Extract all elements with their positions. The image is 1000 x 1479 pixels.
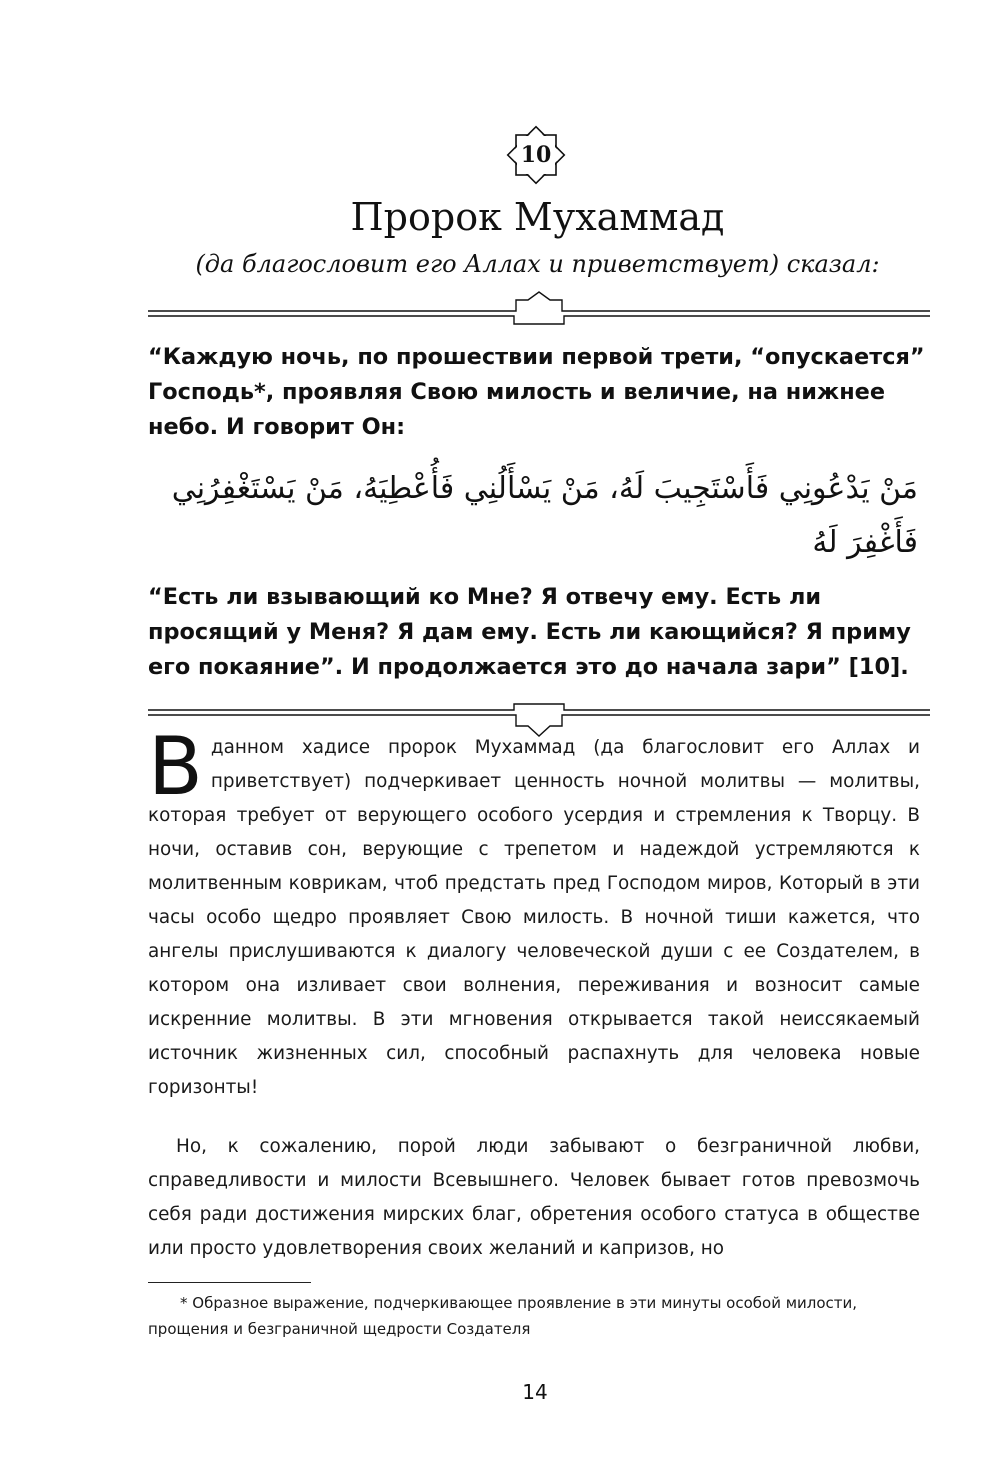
chapter-subtitle: (да благословит его Аллах и приветствует) сказал: — [195, 250, 880, 278]
footnote: * Образное выражение, подчеркивающее проявление в эти минуты особой милости, прощения и безграничной щедрости Создателя — [148, 1294, 858, 1338]
body-paragraph-1-text: данном хадисе пророк Мухаммад (да благословит его Аллах и приветствует) подчеркивает ценность ночной молитвы — молитвы, которая требует от верующего особого усердия и стремления к Творцу. В ночи, оставив сон, верующие с трепетом и надеждой устремляются к молитвенным коврикам, чтоб предстать пред Господом миров, Который в эти часы особо щедро проявляет Свою милость. В ночной тиши кажется, что ангелы прислушиваются к диалогу человеческой души с ее Создателем, в котором она изливает свои волнения, переживания и возносит самые искренние молитвы. В эти мгновения открывается такой неиссякаемый источник жизненных сил, способный распахнуть для человека новые горизонты! — [148, 737, 920, 1098]
body-paragraph-2: Но, к сожалению, порой люди забывают о безграничной любви, справедливости и милости Всевышнего. Человек бывает готов превозмочь себя ради достижения мирских благ, обретения особого статуса в обществе или просто удовлетворения своих желаний и капризов, но — [148, 1136, 920, 1259]
footnote-rule — [148, 1282, 311, 1283]
page-number: 14 — [522, 1380, 548, 1404]
chapter-badge — [497, 116, 575, 194]
top-ornament-divider — [148, 290, 930, 334]
chapter-number: 10 — [520, 142, 552, 168]
hadith-arabic: مَنْ يَدْعُونِي فَأَسْتَجِيبَ لَهُ، مَنْ يَسْأَلُنِي فَأُعْطِيَهُ، مَنْ يَسْتَغْفِرُنِي فَأَغْفِرَ لَهُ — [171, 471, 918, 560]
chapter-title: Пророк Мухаммад — [350, 195, 725, 239]
hadith-intro: “Каждую ночь, по прошествии первой трети, “опускается” Господь*, проявляя Свою милость и величие, на нижнее небо. И говорит Он: — [148, 344, 925, 440]
drop-cap: В — [148, 720, 203, 813]
body-paragraph-1 — [148, 720, 920, 1105]
hadith-translation: “Есть ли взывающий ко Мне? Я отвечу ему. Есть ли просящий у Меня? Я дам ему. Есть ли кающийся? Я приму его покаяние”. И продолжается это до начала зари” [10]. — [148, 584, 911, 680]
